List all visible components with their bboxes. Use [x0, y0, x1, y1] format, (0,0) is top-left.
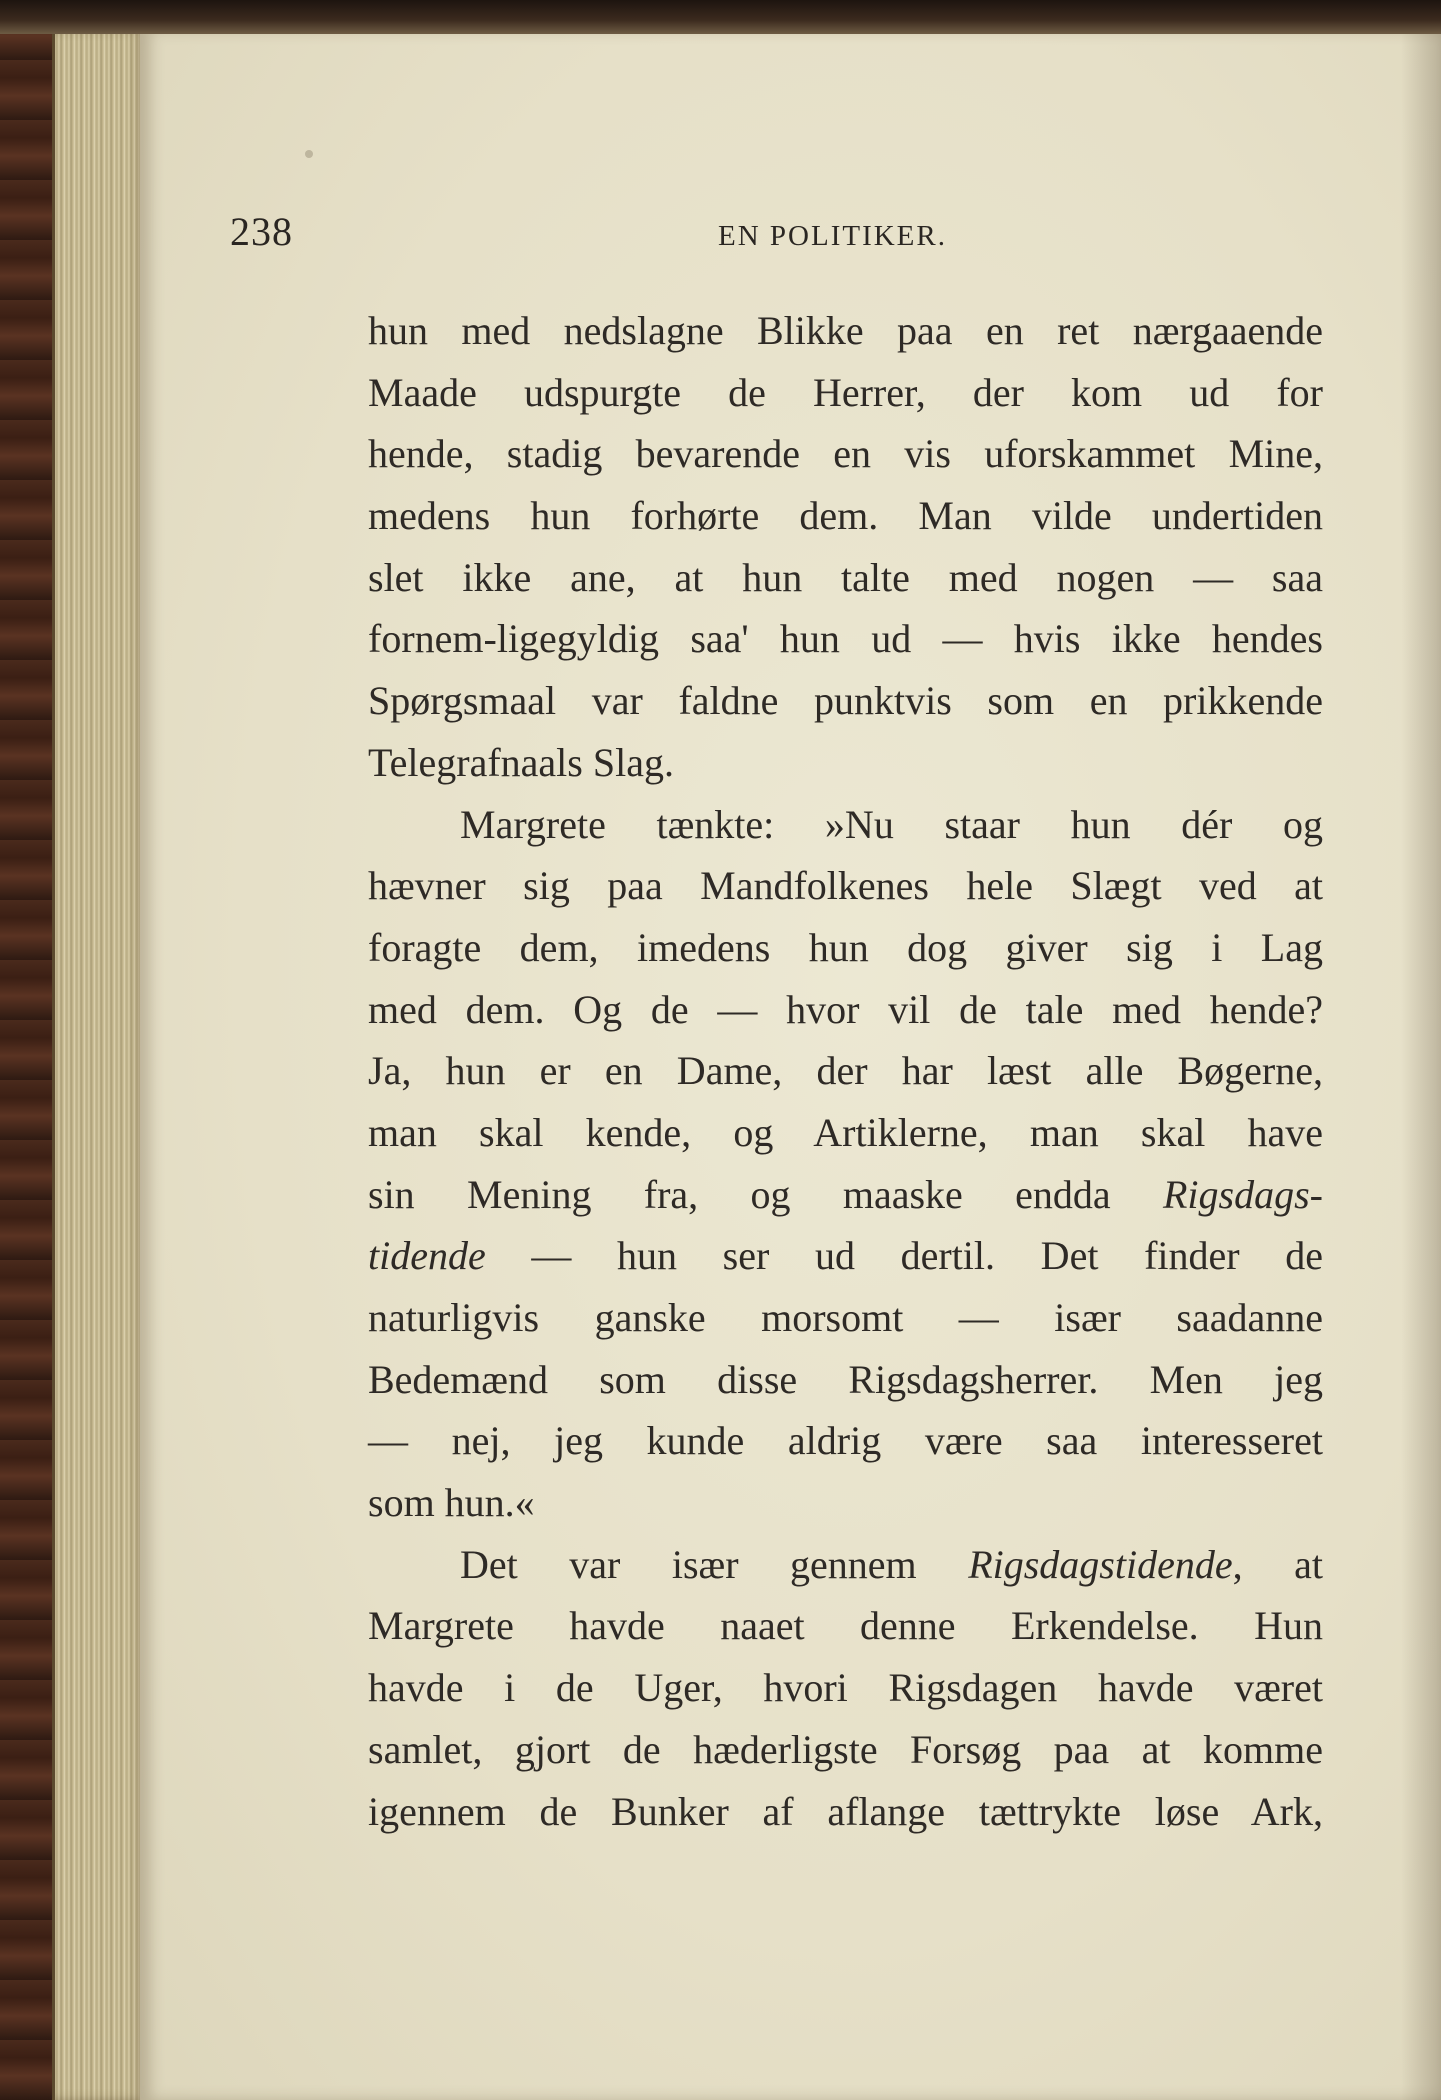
text-line — [368, 855, 1323, 917]
text-line — [368, 1349, 1323, 1411]
text-span: foragte dem, imedens hun dog giver sig i Lag — [368, 924, 1323, 970]
page-spot — [305, 150, 313, 158]
text-line — [368, 979, 1323, 1041]
text-line — [368, 1040, 1323, 1102]
text-span: samlet, gjort de hæderligste Forsøg paa at komme — [368, 1726, 1323, 1772]
text-span: Telegrafnaals Slag. — [368, 739, 674, 785]
text-line — [368, 1102, 1323, 1164]
text-span: havde i de Uger, hvori Rigsdagen havde været — [368, 1665, 1323, 1711]
running-head — [230, 208, 1330, 268]
text-span: , at — [1232, 1541, 1323, 1587]
text-line — [368, 670, 1323, 732]
text-line — [368, 917, 1323, 979]
text-span: Bedemænd som disse Rigsdagsherrer. Men jeg — [368, 1356, 1323, 1402]
text-line — [368, 608, 1323, 670]
page-edges — [52, 30, 145, 2100]
text-span: medens hun forhørte dem. Man vilde undertiden — [368, 493, 1323, 539]
text-span: Det var især gennem — [460, 1541, 969, 1587]
text-line — [368, 1410, 1323, 1472]
text-span: hun med nedslagne Blikke paa en ret nærgaaende — [368, 308, 1323, 353]
text-line — [368, 1781, 1323, 1843]
text-line — [368, 547, 1323, 609]
body-text — [368, 300, 1323, 1842]
book-binding — [0, 0, 60, 2100]
text-line — [368, 1534, 1323, 1596]
text-line — [368, 1225, 1323, 1287]
text-line — [368, 362, 1323, 424]
text-span: Margrete havde naaet denne Erkendelse. Hun — [368, 1603, 1323, 1649]
text-line — [368, 1287, 1323, 1349]
page-shadow — [1401, 30, 1441, 2100]
text-line — [368, 423, 1323, 485]
text-line — [368, 1472, 1323, 1534]
text-span: — nej, jeg kunde aldrig være saa interesseret — [368, 1418, 1323, 1464]
text-span: man skal kende, og Artiklerne, man skal have — [368, 1109, 1323, 1155]
text-line — [368, 794, 1323, 856]
text-span: Ja, hun er en Dame, der har læst alle Bøgerne, — [368, 1048, 1323, 1094]
text-span: med dem. Og de — hvor vil de tale med hende? — [368, 986, 1323, 1032]
text-span: Margrete tænkte: »Nu staar hun dér og — [460, 801, 1323, 847]
text-span: hende, stadig bevarende en vis uforskammet Mine, — [368, 431, 1323, 477]
text-line — [368, 1657, 1323, 1719]
text-line — [368, 1595, 1323, 1657]
text-span: igennem de Bunker af aflange tættrykte løse Ark, — [368, 1788, 1323, 1834]
text-line — [368, 1719, 1323, 1781]
text-span: Maade udspurgte de Herrer, der kom ud for — [368, 369, 1323, 415]
text-span: slet ikke ane, at hun talte med nogen — saa — [368, 554, 1323, 600]
text-line — [368, 1164, 1323, 1226]
text-span: Spørgsmaal var faldne punktvis som en prikkende — [368, 678, 1323, 724]
text-line — [368, 485, 1323, 547]
book-top-edge — [0, 0, 1441, 34]
text-line — [368, 300, 1323, 362]
italic-text: Rigsdags- — [1163, 1171, 1323, 1217]
text-line — [368, 732, 1323, 794]
text-span: fornem-ligegyldig saa' hun ud — hvis ikke hendes — [368, 616, 1323, 662]
text-span: hævner sig paa Mandfolkenes hele Slægt ved at — [368, 863, 1323, 909]
text-span: som hun.« — [368, 1480, 535, 1526]
page-number: 238 — [230, 209, 293, 254]
text-span: naturligvis ganske morsomt — især saadanne — [368, 1295, 1323, 1340]
italic-text: tidende — [368, 1233, 486, 1279]
italic-text: Rigsdagstidende — [968, 1541, 1233, 1587]
text-span: sin Mening fra, og maaske endda — [368, 1171, 1163, 1217]
page-header-title: EN POLITIKER. — [718, 220, 947, 252]
text-span: — hun ser ud dertil. Det finder de — [485, 1233, 1323, 1279]
